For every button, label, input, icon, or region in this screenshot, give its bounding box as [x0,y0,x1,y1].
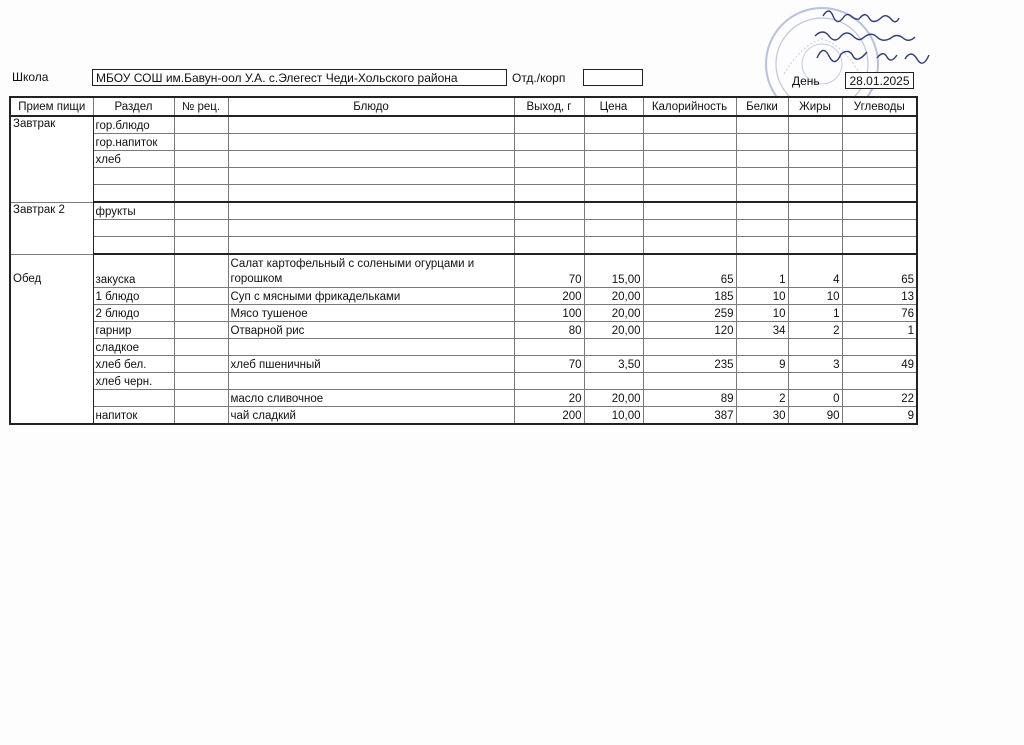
calories-cell: 235 [643,356,736,373]
col-calories: Калорийность [643,97,736,116]
proteins-cell: 1 [736,254,788,288]
col-carbs: Углеводы [842,97,917,116]
table-header-row [10,97,917,116]
day-label: День [792,74,820,88]
dish-cell [228,116,514,134]
section-cell: напиток [93,407,174,425]
output-cell [514,116,584,134]
proteins-cell: 9 [736,356,788,373]
dish-cell [228,373,514,390]
price-cell: 20,00 [584,305,643,322]
calories-cell: 387 [643,407,736,425]
dish-cell: хлеб пшеничный [228,356,514,373]
calories-cell: 259 [643,305,736,322]
fats-cell [788,116,842,134]
fats-cell [788,202,842,220]
approval-signature [805,2,965,72]
output-cell: 200 [514,288,584,305]
proteins-cell: 10 [736,288,788,305]
fats-cell [788,237,842,255]
price-cell: 3,50 [584,356,643,373]
col-output: Выход, г [514,97,584,116]
dish-cell [228,134,514,151]
fats-cell [788,220,842,237]
recipe-cell [174,339,228,356]
output-cell: 200 [514,407,584,425]
dish-cell [228,339,514,356]
carbs-cell: 9 [842,407,917,425]
calories-cell [643,151,736,168]
table-row [10,373,917,390]
menu-body [10,116,917,424]
table-row [10,356,917,373]
dish-cell [228,168,514,185]
dish-cell: Суп с мясными фрикадельками [228,288,514,305]
fats-cell: 0 [788,390,842,407]
proteins-cell [736,237,788,255]
price-cell [584,373,643,390]
section-cell: сладкое [93,339,174,356]
carbs-cell [842,168,917,185]
recipe-cell [174,288,228,305]
carbs-cell [842,220,917,237]
dish-cell [228,151,514,168]
table-row [10,390,917,407]
recipe-cell [174,168,228,185]
school-name: МБОУ СОШ им.Бавун-оол У.А. с.Элегест Чеди-Хольского района [92,69,507,86]
proteins-cell [736,339,788,356]
section-cell: 2 блюдо [93,305,174,322]
recipe-cell [174,322,228,339]
calories-cell: 89 [643,390,736,407]
proteins-cell [736,116,788,134]
school-label: Школа [12,70,49,84]
price-cell [584,185,643,203]
proteins-cell: 10 [736,305,788,322]
recipe-cell [174,373,228,390]
table-row [10,151,917,168]
recipe-cell [174,116,228,134]
section-cell [93,390,174,407]
dish-cell [228,237,514,255]
recipe-cell [174,407,228,425]
output-cell [514,151,584,168]
table-row [10,288,917,305]
menu-date: 28.01.2025 [845,72,914,89]
recipe-cell [174,202,228,220]
col-price: Цена [584,97,643,116]
table-row [10,407,917,425]
recipe-cell [174,305,228,322]
price-cell [584,134,643,151]
table-row [10,254,917,288]
fats-cell [788,168,842,185]
section-cell: гор.блюдо [93,116,174,134]
calories-cell [643,168,736,185]
section-cell: гарнир [93,322,174,339]
dept-label: Отд./корп [512,71,566,85]
table-row [10,185,917,203]
price-cell [584,339,643,356]
fats-cell: 4 [788,254,842,288]
output-cell [514,220,584,237]
dish-cell: Отварной рис [228,322,514,339]
section-cell: гор.напиток [93,134,174,151]
recipe-cell [174,134,228,151]
calories-cell [643,134,736,151]
section-cell [93,168,174,185]
carbs-cell: 49 [842,356,917,373]
output-cell: 80 [514,322,584,339]
fats-cell [788,339,842,356]
proteins-cell: 30 [736,407,788,425]
output-cell [514,202,584,220]
col-recipe: № рец. [174,97,228,116]
calories-cell [643,185,736,203]
calories-cell: 65 [643,254,736,288]
carbs-cell [842,116,917,134]
calories-cell [643,202,736,220]
recipe-cell [174,356,228,373]
output-cell [514,373,584,390]
carbs-cell [842,339,917,356]
output-cell [514,237,584,255]
section-cell: хлеб бел. [93,356,174,373]
dish-cell: чай сладкий [228,407,514,425]
recipe-cell [174,220,228,237]
recipe-cell [174,185,228,203]
output-cell: 100 [514,305,584,322]
proteins-cell [736,151,788,168]
price-cell: 20,00 [584,390,643,407]
table-row [10,134,917,151]
calories-cell [643,373,736,390]
carbs-cell [842,237,917,255]
recipe-cell [174,151,228,168]
output-cell [514,168,584,185]
fats-cell: 10 [788,288,842,305]
section-cell: хлеб [93,151,174,168]
proteins-cell [736,202,788,220]
meal-name: Завтрак [10,116,93,202]
proteins-cell: 2 [736,390,788,407]
proteins-cell [736,185,788,203]
section-cell: хлеб черн. [93,373,174,390]
col-dish: Блюдо [228,97,514,116]
fats-cell [788,151,842,168]
fats-cell: 3 [788,356,842,373]
fats-cell: 2 [788,322,842,339]
fats-cell [788,134,842,151]
calories-cell: 185 [643,288,736,305]
carbs-cell [842,185,917,203]
proteins-cell [736,220,788,237]
calories-cell [643,116,736,134]
table-row [10,339,917,356]
carbs-cell: 76 [842,305,917,322]
col-meal: Прием пищи [10,97,93,116]
proteins-cell [736,168,788,185]
table-row [10,116,917,134]
price-cell: 20,00 [584,322,643,339]
dish-cell [228,202,514,220]
calories-cell [643,220,736,237]
price-cell: 20,00 [584,288,643,305]
meal-name: Обед [10,254,93,424]
table-row [10,322,917,339]
dish-cell: масло сливочное [228,390,514,407]
section-cell: 1 блюдо [93,288,174,305]
output-cell [514,339,584,356]
carbs-cell [842,202,917,220]
price-cell [584,116,643,134]
calories-cell: 120 [643,322,736,339]
carbs-cell [842,373,917,390]
section-cell [93,220,174,237]
table-row [10,168,917,185]
dish-cell: Салат картофельный с солеными огурцами и горошком [228,254,514,288]
dish-cell: Мясо тушеное [228,305,514,322]
output-cell [514,185,584,203]
proteins-cell: 34 [736,322,788,339]
fats-cell: 90 [788,407,842,425]
col-section: Раздел [93,97,174,116]
carbs-cell [842,134,917,151]
table-row [10,202,917,220]
recipe-cell [174,237,228,255]
price-cell [584,220,643,237]
price-cell [584,202,643,220]
carbs-cell: 65 [842,254,917,288]
output-cell: 70 [514,254,584,288]
output-cell: 20 [514,390,584,407]
proteins-cell [736,134,788,151]
carbs-cell: 13 [842,288,917,305]
carbs-cell: 1 [842,322,917,339]
section-cell: закуска [93,254,174,288]
price-cell: 10,00 [584,407,643,425]
dept-value [583,69,643,86]
section-cell [93,237,174,255]
carbs-cell: 22 [842,390,917,407]
output-cell: 70 [514,356,584,373]
section-cell: фрукты [93,202,174,220]
calories-cell [643,237,736,255]
carbs-cell [842,151,917,168]
fats-cell [788,373,842,390]
recipe-cell [174,254,228,288]
col-fats: Жиры [788,97,842,116]
proteins-cell [736,373,788,390]
fats-cell [788,185,842,203]
dish-cell [228,220,514,237]
table-row [10,237,917,255]
output-cell [514,134,584,151]
menu-table [9,96,918,425]
meal-name: Завтрак 2 [10,202,93,254]
table-row [10,220,917,237]
price-cell [584,237,643,255]
col-proteins: Белки [736,97,788,116]
table-row [10,305,917,322]
calories-cell [643,339,736,356]
section-cell [93,185,174,203]
price-cell: 15,00 [584,254,643,288]
price-cell [584,168,643,185]
recipe-cell [174,390,228,407]
dish-cell [228,185,514,203]
price-cell [584,151,643,168]
fats-cell: 1 [788,305,842,322]
